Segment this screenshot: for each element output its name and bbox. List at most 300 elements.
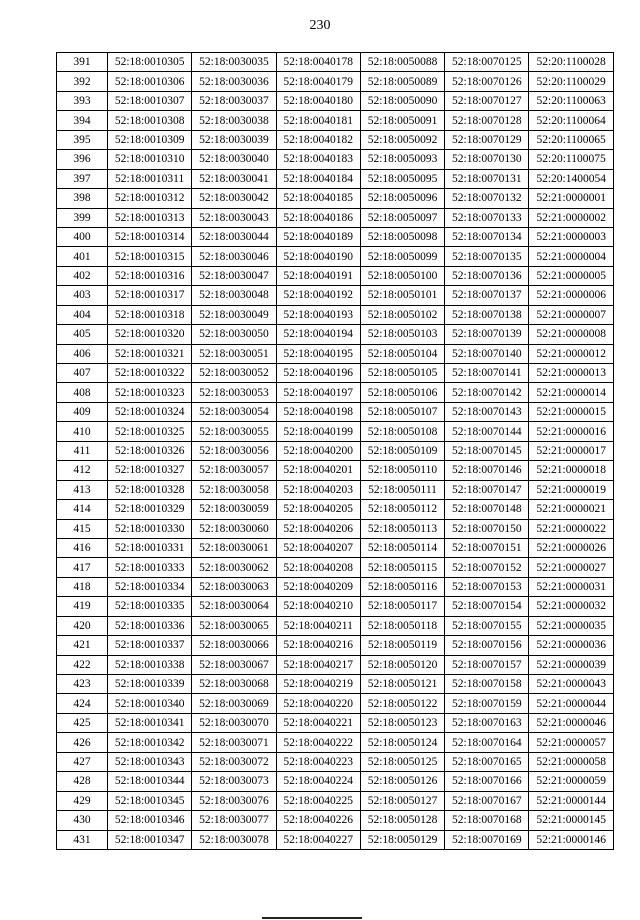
- table-row: [57, 266, 614, 285]
- cadastral-number-cell: 52:18:0040193: [276, 305, 360, 324]
- cadastral-number-cell: 52:18:0040207: [276, 538, 360, 557]
- cadastral-number-cell: 52:18:0010309: [108, 130, 192, 149]
- cadastral-number-cell: 52:18:0050106: [360, 383, 444, 402]
- row-number-cell: 394: [57, 111, 108, 130]
- table-row: [57, 91, 614, 110]
- cadastral-number-cell: 52:18:0010326: [108, 441, 192, 460]
- cadastral-number-cell: 52:18:0010331: [108, 538, 192, 557]
- cadastral-number-cell: 52:18:0050118: [360, 616, 444, 635]
- cadastral-number-cell: 52:18:0070128: [445, 111, 529, 130]
- row-number-cell: 427: [57, 752, 108, 771]
- cadastral-number-cell: 52:18:0030039: [192, 130, 276, 149]
- cadastral-number-cell: 52:18:0070147: [445, 480, 529, 499]
- row-number-cell: 419: [57, 597, 108, 616]
- cadastral-number-cell: 52:18:0030066: [192, 636, 276, 655]
- cadastral-number-cell: 52:18:0010343: [108, 752, 192, 771]
- cadastral-number-cell: 52:18:0030073: [192, 772, 276, 791]
- cadastral-number-cell: 52:18:0070159: [445, 694, 529, 713]
- cadastral-number-cell: 52:18:0070166: [445, 772, 529, 791]
- cadastral-number-cell: 52:18:0040225: [276, 791, 360, 810]
- row-number-cell: 400: [57, 227, 108, 246]
- cadastral-number-cell: 52:18:0070135: [445, 247, 529, 266]
- cadastral-number-cell: 52:18:0040186: [276, 208, 360, 227]
- cadastral-number-cell: 52:21:0000058: [529, 752, 613, 771]
- cadastral-number-cell: 52:18:0010334: [108, 577, 192, 596]
- cadastral-number-cell: 52:21:0000044: [529, 694, 613, 713]
- cadastral-number-cell: 52:18:0030051: [192, 344, 276, 363]
- cadastral-number-cell: 52:18:0070126: [445, 72, 529, 91]
- table-row: [57, 480, 614, 499]
- cadastral-number-cell: 52:21:0000019: [529, 480, 613, 499]
- cadastral-number-cell: 52:18:0040205: [276, 500, 360, 519]
- row-number-cell: 396: [57, 150, 108, 169]
- cadastral-number-cell: 52:18:0010339: [108, 675, 192, 694]
- row-number-cell: 398: [57, 189, 108, 208]
- cadastral-number-cell: 52:18:0050093: [360, 150, 444, 169]
- cadastral-number-cell: 52:18:0010336: [108, 616, 192, 635]
- row-number-cell: 404: [57, 305, 108, 324]
- cadastral-number-cell: 52:18:0030037: [192, 91, 276, 110]
- row-number-cell: 415: [57, 519, 108, 538]
- cadastral-number-cell: 52:18:0010327: [108, 461, 192, 480]
- cadastral-number-cell: 52:18:0040198: [276, 402, 360, 421]
- cadastral-number-cell: 52:18:0010322: [108, 364, 192, 383]
- cadastral-number-cell: 52:18:0040197: [276, 383, 360, 402]
- cadastral-number-cell: 52:21:0000016: [529, 422, 613, 441]
- cadastral-number-cell: 52:18:0030053: [192, 383, 276, 402]
- cadastral-number-cell: 52:18:0010338: [108, 655, 192, 674]
- row-number-cell: 406: [57, 344, 108, 363]
- cadastral-number-cell: 52:18:0010329: [108, 500, 192, 519]
- cadastral-number-cell: 52:18:0050120: [360, 655, 444, 674]
- cadastral-number-cell: 52:20:1100028: [529, 53, 613, 72]
- cadastral-number-cell: 52:18:0050091: [360, 111, 444, 130]
- cadastral-number-cell: 52:18:0030070: [192, 713, 276, 732]
- cadastral-number-cell: 52:18:0040221: [276, 713, 360, 732]
- cadastral-number-cell: 52:18:0010346: [108, 811, 192, 830]
- cadastral-number-cell: 52:18:0070169: [445, 830, 529, 849]
- cadastral-number-cell: 52:18:0040189: [276, 227, 360, 246]
- cadastral-number-cell: 52:18:0070129: [445, 130, 529, 149]
- cadastral-number-cell: 52:18:0010323: [108, 383, 192, 402]
- cadastral-number-cell: 52:18:0040224: [276, 772, 360, 791]
- cadastral-number-cell: 52:21:0000005: [529, 266, 613, 285]
- cadastral-number-cell: 52:18:0010335: [108, 597, 192, 616]
- cadastral-number-cell: 52:18:0070141: [445, 364, 529, 383]
- cadastral-number-cell: 52:18:0070137: [445, 286, 529, 305]
- cadastral-number-cell: 52:18:0030048: [192, 286, 276, 305]
- cadastral-number-cell: 52:18:0050109: [360, 441, 444, 460]
- cadastral-number-cell: 52:18:0010312: [108, 189, 192, 208]
- cadastral-number-cell: 52:21:0000021: [529, 500, 613, 519]
- cadastral-number-cell: 52:21:0000001: [529, 189, 613, 208]
- cadastral-number-cell: 52:21:0000032: [529, 597, 613, 616]
- cadastral-number-cell: 52:18:0010316: [108, 266, 192, 285]
- cadastral-number-cell: 52:18:0010315: [108, 247, 192, 266]
- row-number-cell: 423: [57, 675, 108, 694]
- cadastral-number-cell: 52:18:0010324: [108, 402, 192, 421]
- cadastral-number-cell: 52:21:0000027: [529, 558, 613, 577]
- cadastral-number-cell: 52:18:0070150: [445, 519, 529, 538]
- cadastral-number-cell: 52:18:0050097: [360, 208, 444, 227]
- cadastral-number-cell: 52:18:0030038: [192, 111, 276, 130]
- table-row: [57, 130, 614, 149]
- table-row: [57, 752, 614, 771]
- cadastral-number-cell: 52:18:0070154: [445, 597, 529, 616]
- cadastral-number-cell: 52:18:0070125: [445, 53, 529, 72]
- cadastral-number-cell: 52:18:0030062: [192, 558, 276, 577]
- cadastral-number-cell: 52:18:0030072: [192, 752, 276, 771]
- cadastral-number-cell: 52:18:0050124: [360, 733, 444, 752]
- cadastral-number-cell: 52:21:0000006: [529, 286, 613, 305]
- cadastral-number-cell: 52:18:0070133: [445, 208, 529, 227]
- cadastral-number-cell: 52:18:0040209: [276, 577, 360, 596]
- cadastral-number-cell: 52:18:0040185: [276, 189, 360, 208]
- cadastral-number-cell: 52:21:0000144: [529, 791, 613, 810]
- table-row: [57, 325, 614, 344]
- row-number-cell: 429: [57, 791, 108, 810]
- table-row: [57, 694, 614, 713]
- cadastral-number-cell: 52:21:0000022: [529, 519, 613, 538]
- cadastral-number-cell: 52:18:0040219: [276, 675, 360, 694]
- cadastral-number-cell: 52:18:0040222: [276, 733, 360, 752]
- cadastral-number-cell: 52:18:0050111: [360, 480, 444, 499]
- cadastral-number-cell: 52:18:0050126: [360, 772, 444, 791]
- table-row: [57, 675, 614, 694]
- cadastral-number-cell: 52:18:0050092: [360, 130, 444, 149]
- cadastral-number-cell: 52:20:1400054: [529, 169, 613, 188]
- cadastral-number-cell: 52:21:0000015: [529, 402, 613, 421]
- row-number-cell: 426: [57, 733, 108, 752]
- cadastral-number-cell: 52:18:0070168: [445, 811, 529, 830]
- cadastral-number-cell: 52:18:0070155: [445, 616, 529, 635]
- cadastral-number-cell: 52:18:0070145: [445, 441, 529, 460]
- row-number-cell: 402: [57, 266, 108, 285]
- cadastral-number-cell: 52:18:0030058: [192, 480, 276, 499]
- cadastral-number-cell: 52:18:0070131: [445, 169, 529, 188]
- cadastral-number-cell: 52:18:0040226: [276, 811, 360, 830]
- table-row: [57, 364, 614, 383]
- cadastral-number-cell: 52:21:0000004: [529, 247, 613, 266]
- cadastral-number-cell: 52:18:0050089: [360, 72, 444, 91]
- row-number-cell: 399: [57, 208, 108, 227]
- table-row: [57, 72, 614, 91]
- table-row: [57, 247, 614, 266]
- row-number-cell: 412: [57, 461, 108, 480]
- page-number: 230: [309, 18, 331, 33]
- cadastral-number-cell: 52:18:0040178: [276, 53, 360, 72]
- cadastral-number-cell: 52:18:0010345: [108, 791, 192, 810]
- cadastral-number-cell: 52:18:0030047: [192, 266, 276, 285]
- cadastral-number-cell: 52:18:0040179: [276, 72, 360, 91]
- cadastral-number-cell: 52:18:0030057: [192, 461, 276, 480]
- cadastral-number-cell: 52:21:0000031: [529, 577, 613, 596]
- cadastral-number-cell: 52:18:0040183: [276, 150, 360, 169]
- cadastral-number-cell: 52:18:0070164: [445, 733, 529, 752]
- cadastral-number-cell: 52:18:0010330: [108, 519, 192, 538]
- cadastral-number-cell: 52:18:0010333: [108, 558, 192, 577]
- cadastral-number-cell: 52:18:0040200: [276, 441, 360, 460]
- cadastral-number-cell: 52:18:0070163: [445, 713, 529, 732]
- cadastral-number-cell: 52:18:0070132: [445, 189, 529, 208]
- cadastral-number-cell: 52:18:0030060: [192, 519, 276, 538]
- cadastral-number-cell: 52:18:0010347: [108, 830, 192, 849]
- cadastral-number-cell: 52:18:0030055: [192, 422, 276, 441]
- cadastral-number-cell: 52:18:0050114: [360, 538, 444, 557]
- table-row: [57, 422, 614, 441]
- table-row: [57, 811, 614, 830]
- cadastral-number-cell: 52:18:0040216: [276, 636, 360, 655]
- cadastral-number-cell: 52:18:0010310: [108, 150, 192, 169]
- cadastral-number-cell: 52:18:0070134: [445, 227, 529, 246]
- table-row: [57, 791, 614, 810]
- cadastral-number-cell: 52:18:0050100: [360, 266, 444, 285]
- row-number-cell: 408: [57, 383, 108, 402]
- row-number-cell: 391: [57, 53, 108, 72]
- table-row: [57, 441, 614, 460]
- table-row: [57, 577, 614, 596]
- cadastral-number-cell: 52:18:0010320: [108, 325, 192, 344]
- cadastral-number-cell: 52:18:0050098: [360, 227, 444, 246]
- cadastral-number-cell: 52:18:0040220: [276, 694, 360, 713]
- cadastral-number-cell: 52:21:0000008: [529, 325, 613, 344]
- table-row: [57, 461, 614, 480]
- cadastral-number-cell: 52:18:0050090: [360, 91, 444, 110]
- cadastral-number-cell: 52:21:0000012: [529, 344, 613, 363]
- table-row: [57, 772, 614, 791]
- row-number-cell: 416: [57, 538, 108, 557]
- cadastral-number-cell: 52:18:0040182: [276, 130, 360, 149]
- table-row: [57, 713, 614, 732]
- row-number-cell: 409: [57, 402, 108, 421]
- table-row: [57, 558, 614, 577]
- table-row: [57, 500, 614, 519]
- cadastral-number-cell: 52:21:0000026: [529, 538, 613, 557]
- cadastral-number-cell: 52:18:0030040: [192, 150, 276, 169]
- cadastral-number-cell: 52:18:0070138: [445, 305, 529, 324]
- cadastral-number-cell: 52:18:0050112: [360, 500, 444, 519]
- cadastral-number-cell: 52:18:0030042: [192, 189, 276, 208]
- cadastral-number-cell: 52:18:0050113: [360, 519, 444, 538]
- row-number-cell: 422: [57, 655, 108, 674]
- cadastral-number-cell: 52:18:0030041: [192, 169, 276, 188]
- cadastral-number-cell: 52:18:0030043: [192, 208, 276, 227]
- row-number-cell: 417: [57, 558, 108, 577]
- cadastral-number-cell: 52:18:0030049: [192, 305, 276, 324]
- table-row: [57, 111, 614, 130]
- cadastral-number-cell: 52:18:0040203: [276, 480, 360, 499]
- cadastral-number-cell: 52:18:0030077: [192, 811, 276, 830]
- cadastral-number-cell: 52:18:0010340: [108, 694, 192, 713]
- row-number-cell: 414: [57, 500, 108, 519]
- table-row: [57, 189, 614, 208]
- cadastral-number-cell: 52:18:0070146: [445, 461, 529, 480]
- cadastral-number-cell: 52:18:0030071: [192, 733, 276, 752]
- cadastral-number-cell: 52:18:0010325: [108, 422, 192, 441]
- table-row: [57, 519, 614, 538]
- cadastral-number-cell: 52:18:0030050: [192, 325, 276, 344]
- row-number-cell: 425: [57, 713, 108, 732]
- cadastral-number-cell: 52:18:0030054: [192, 402, 276, 421]
- row-number-cell: 405: [57, 325, 108, 344]
- cadastral-number-cell: 52:18:0070140: [445, 344, 529, 363]
- cadastral-number-cell: 52:18:0050119: [360, 636, 444, 655]
- table-row: [57, 150, 614, 169]
- cadastral-number-cell: 52:18:0040180: [276, 91, 360, 110]
- cadastral-number-cell: 52:18:0050125: [360, 752, 444, 771]
- cadastral-number-cell: 52:18:0050110: [360, 461, 444, 480]
- cadastral-number-cell: 52:18:0010314: [108, 227, 192, 246]
- cadastral-number-cell: 52:18:0040227: [276, 830, 360, 849]
- cadastral-number-cell: 52:18:0050127: [360, 791, 444, 810]
- cadastral-number-cell: 52:21:0000057: [529, 733, 613, 752]
- cadastral-number-cell: 52:21:0000039: [529, 655, 613, 674]
- row-number-cell: 430: [57, 811, 108, 830]
- table-row: [57, 227, 614, 246]
- cadastral-number-cell: 52:21:0000014: [529, 383, 613, 402]
- cadastral-number-cell: 52:18:0050123: [360, 713, 444, 732]
- table-row: [57, 655, 614, 674]
- cadastral-number-cell: 52:21:0000043: [529, 675, 613, 694]
- row-number-cell: 411: [57, 441, 108, 460]
- cadastral-number-cell: 52:21:0000036: [529, 636, 613, 655]
- cadastral-number-cell: 52:18:0070148: [445, 500, 529, 519]
- row-number-cell: 424: [57, 694, 108, 713]
- row-number-cell: 413: [57, 480, 108, 499]
- cadastral-number-cell: 52:18:0050103: [360, 325, 444, 344]
- cadastral-number-cell: 52:21:0000003: [529, 227, 613, 246]
- cadastral-number-cell: 52:18:0010306: [108, 72, 192, 91]
- cadastral-number-cell: 52:18:0030056: [192, 441, 276, 460]
- cadastral-number-cell: 52:18:0030067: [192, 655, 276, 674]
- cadastral-number-cell: 52:18:0040195: [276, 344, 360, 363]
- cadastral-number-cell: 52:18:0030052: [192, 364, 276, 383]
- cadastral-number-cell: 52:18:0010341: [108, 713, 192, 732]
- row-number-cell: 407: [57, 364, 108, 383]
- cadastral-number-cell: 52:18:0040199: [276, 422, 360, 441]
- cadastral-number-cell: 52:18:0050104: [360, 344, 444, 363]
- cadastral-number-cell: 52:18:0010344: [108, 772, 192, 791]
- table-row: [57, 597, 614, 616]
- table-row: [57, 169, 614, 188]
- row-number-cell: 392: [57, 72, 108, 91]
- cadastral-number-cell: 52:18:0030076: [192, 791, 276, 810]
- cadastral-number-cell: 52:18:0030046: [192, 247, 276, 266]
- cadastral-number-cell: 52:18:0050095: [360, 169, 444, 188]
- table-row: [57, 402, 614, 421]
- table-row: [57, 344, 614, 363]
- cadastral-number-cell: 52:18:0010311: [108, 169, 192, 188]
- cadastral-number-cell: 52:18:0040196: [276, 364, 360, 383]
- table-row: [57, 286, 614, 305]
- cadastral-number-cell: 52:18:0070151: [445, 538, 529, 557]
- cadastral-number-cell: 52:21:0000018: [529, 461, 613, 480]
- cadastral-number-cell: 52:18:0040181: [276, 111, 360, 130]
- cadastral-number-cell: 52:21:0000035: [529, 616, 613, 635]
- row-number-cell: 410: [57, 422, 108, 441]
- cadastral-number-cell: 52:18:0010313: [108, 208, 192, 227]
- cadastral-number-cell: 52:18:0040191: [276, 266, 360, 285]
- cadastral-number-cell: 52:18:0030059: [192, 500, 276, 519]
- table-row: [57, 616, 614, 635]
- table-row: [57, 383, 614, 402]
- cadastral-number-cell: 52:18:0050116: [360, 577, 444, 596]
- cadastral-number-cell: 52:18:0040184: [276, 169, 360, 188]
- cadastral-number-cell: 52:18:0050121: [360, 675, 444, 694]
- cadastral-number-cell: 52:18:0070167: [445, 791, 529, 810]
- cadastral-number-cell: 52:21:0000002: [529, 208, 613, 227]
- cadastral-number-cell: 52:18:0030065: [192, 616, 276, 635]
- cadastral-number-cell: 52:18:0050099: [360, 247, 444, 266]
- table-body: [57, 53, 614, 850]
- cadastral-number-cell: 52:18:0070153: [445, 577, 529, 596]
- cadastral-number-cell: 52:18:0030069: [192, 694, 276, 713]
- table-row: [57, 733, 614, 752]
- cadastral-number-cell: 52:18:0010305: [108, 53, 192, 72]
- cadastral-number-cell: 52:18:0050107: [360, 402, 444, 421]
- cadastral-number-cell: 52:18:0070142: [445, 383, 529, 402]
- cadastral-number-cell: 52:18:0030064: [192, 597, 276, 616]
- cadastral-number-cell: 52:20:1100063: [529, 91, 613, 110]
- row-number-cell: 401: [57, 247, 108, 266]
- cadastral-number-cell: 52:18:0010342: [108, 733, 192, 752]
- cadastral-number-cell: 52:18:0050096: [360, 189, 444, 208]
- cadastral-number-cell: 52:18:0010318: [108, 305, 192, 324]
- cadastral-number-cell: 52:20:1100075: [529, 150, 613, 169]
- cadastral-number-cell: 52:18:0070165: [445, 752, 529, 771]
- cadastral-number-cell: 52:18:0070127: [445, 91, 529, 110]
- cadastral-number-cell: 52:20:1100064: [529, 111, 613, 130]
- cadastral-number-cell: 52:18:0050105: [360, 364, 444, 383]
- cadastral-number-cell: 52:18:0040211: [276, 616, 360, 635]
- cadastral-number-cell: 52:20:1100029: [529, 72, 613, 91]
- cadastral-number-cell: 52:18:0030068: [192, 675, 276, 694]
- cadastral-number-cell: 52:21:0000013: [529, 364, 613, 383]
- cadastral-number-cell: 52:21:0000145: [529, 811, 613, 830]
- cadastral-number-cell: 52:18:0050108: [360, 422, 444, 441]
- cadastral-numbers-table: [56, 52, 614, 850]
- cadastral-number-cell: 52:18:0040194: [276, 325, 360, 344]
- cadastral-number-cell: 52:18:0030036: [192, 72, 276, 91]
- row-number-cell: 418: [57, 577, 108, 596]
- cadastral-number-cell: 52:18:0040190: [276, 247, 360, 266]
- cadastral-number-cell: 52:18:0010308: [108, 111, 192, 130]
- table-row: [57, 208, 614, 227]
- cadastral-number-cell: 52:21:0000017: [529, 441, 613, 460]
- table-row: [57, 53, 614, 72]
- row-number-cell: 395: [57, 130, 108, 149]
- cadastral-number-cell: 52:18:0050129: [360, 830, 444, 849]
- row-number-cell: 420: [57, 616, 108, 635]
- cadastral-number-cell: 52:18:0070157: [445, 655, 529, 674]
- cadastral-number-cell: 52:18:0040208: [276, 558, 360, 577]
- cadastral-number-cell: 52:18:0030044: [192, 227, 276, 246]
- cadastral-number-cell: 52:18:0040223: [276, 752, 360, 771]
- table-row: [57, 305, 614, 324]
- cadastral-number-cell: 52:18:0050088: [360, 53, 444, 72]
- cadastral-number-cell: 52:21:0000046: [529, 713, 613, 732]
- cadastral-number-cell: 52:18:0050101: [360, 286, 444, 305]
- table-row: [57, 538, 614, 557]
- cadastral-number-cell: 52:18:0070156: [445, 636, 529, 655]
- cadastral-number-cell: 52:18:0070144: [445, 422, 529, 441]
- cadastral-number-cell: 52:18:0050115: [360, 558, 444, 577]
- cadastral-number-cell: 52:18:0050122: [360, 694, 444, 713]
- row-number-cell: 421: [57, 636, 108, 655]
- cadastral-number-cell: 52:18:0010321: [108, 344, 192, 363]
- cadastral-number-cell: 52:21:0000059: [529, 772, 613, 791]
- cadastral-number-cell: 52:18:0040217: [276, 655, 360, 674]
